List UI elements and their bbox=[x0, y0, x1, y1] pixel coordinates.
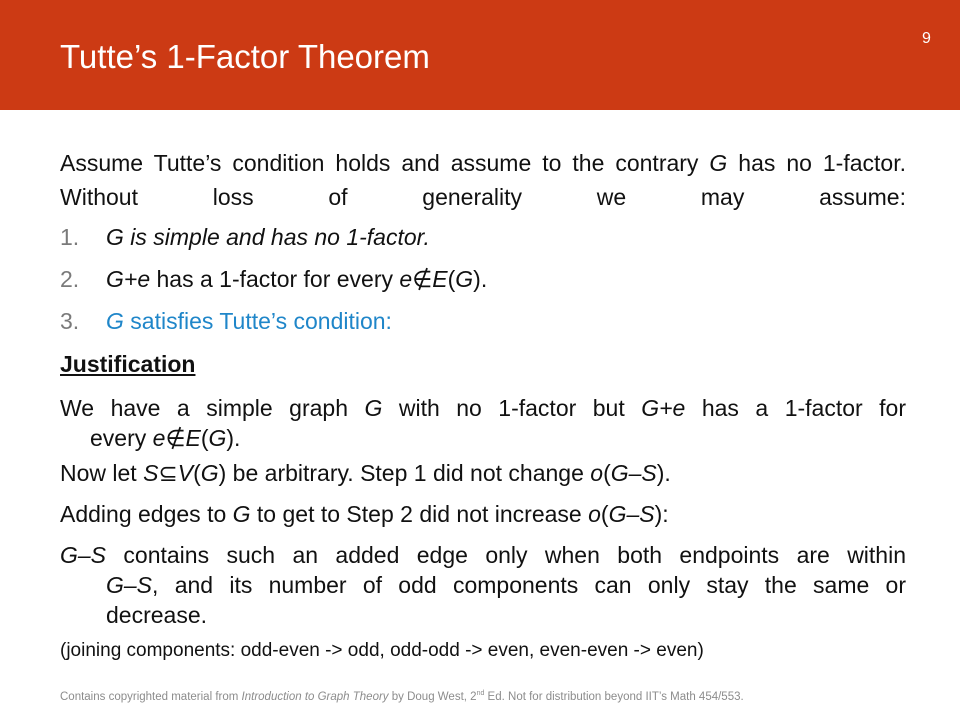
text-run: G is simple and has no 1-factor. bbox=[106, 224, 430, 250]
slide-title: Tutte’s 1-Factor Theorem bbox=[60, 38, 430, 75]
text-run: G–S bbox=[610, 460, 657, 486]
text-run: ∉ bbox=[412, 266, 433, 292]
text-run: ⊆ bbox=[158, 460, 178, 486]
text-run: ). bbox=[473, 266, 488, 292]
text-run: ( bbox=[200, 425, 209, 451]
text-run: o bbox=[590, 460, 604, 486]
text-run: decrease. bbox=[106, 602, 208, 628]
paragraph-line bbox=[60, 456, 671, 490]
list-number: 2. bbox=[60, 266, 80, 292]
paragraph-text bbox=[90, 425, 240, 451]
text-run: G–S bbox=[106, 572, 153, 598]
paragraph-text bbox=[106, 572, 906, 598]
text-run: E bbox=[185, 425, 201, 451]
text-run: Assume Tutte’s condition holds and assume to the contrary bbox=[60, 150, 710, 176]
text-run: V bbox=[177, 460, 194, 486]
text-run: ( bbox=[600, 501, 609, 527]
paragraph-line bbox=[60, 538, 906, 572]
text-run: G bbox=[106, 308, 124, 334]
copyright-footer bbox=[60, 690, 744, 703]
slide-number: 9 bbox=[922, 30, 931, 47]
text-run: G+e bbox=[641, 395, 686, 421]
list-item-highlighted bbox=[60, 304, 392, 338]
text-run: by Doug West, 2 bbox=[388, 690, 477, 703]
text-run: ( bbox=[603, 460, 611, 486]
text-run: G bbox=[232, 501, 251, 527]
text-run: o bbox=[588, 501, 601, 527]
list-number: 1. bbox=[60, 224, 80, 250]
text-run: ). bbox=[226, 425, 241, 451]
intro-paragraph bbox=[60, 150, 906, 210]
text-run: Ed. Not for distribution beyond IIT’s Math 454/553. bbox=[484, 690, 744, 703]
paragraph-text bbox=[60, 395, 906, 421]
text-run: contains such an added edge only when both endpoints are within bbox=[106, 542, 906, 568]
text-run: S bbox=[143, 460, 159, 486]
paragraph-text bbox=[60, 501, 669, 527]
text-run: E bbox=[432, 266, 448, 292]
text-run: G+e bbox=[106, 266, 151, 292]
paragraph-line bbox=[60, 497, 669, 531]
text-run: G–S bbox=[60, 542, 107, 568]
text-run: to get to Step 2 did not increase bbox=[250, 501, 589, 527]
text-run: has a 1-factor for every bbox=[150, 266, 400, 292]
text-run: Adding edges to bbox=[60, 501, 233, 527]
text-run: Contains copyrighted material from bbox=[60, 690, 242, 703]
paragraph-text bbox=[60, 460, 671, 486]
footer-text bbox=[60, 691, 744, 703]
paragraph-line bbox=[106, 568, 906, 602]
paragraph-line bbox=[90, 421, 240, 455]
text-run: G bbox=[208, 425, 227, 451]
text-run: Now let bbox=[60, 460, 144, 486]
list-item bbox=[60, 220, 430, 254]
paragraph-text bbox=[60, 542, 906, 568]
text-run: ( bbox=[447, 266, 456, 292]
text-run: G bbox=[455, 266, 474, 292]
superscript-text: nd bbox=[476, 690, 485, 697]
text-run: , and its number of odd components can only stay the same or bbox=[152, 572, 906, 598]
text-run: with no 1-factor but bbox=[382, 395, 642, 421]
text-run: G–S bbox=[608, 501, 655, 527]
text-run: ) be arbitrary. Step 1 did not change bbox=[218, 460, 591, 486]
title-bar bbox=[0, 0, 960, 110]
intro-line-1 bbox=[60, 146, 906, 214]
text-run: G bbox=[364, 395, 383, 421]
text-run: ). bbox=[656, 460, 671, 486]
text-run: ): bbox=[654, 501, 669, 527]
paragraph-line bbox=[60, 391, 906, 425]
text-run: ∉ bbox=[165, 425, 186, 451]
note-line: (joining components: odd-even -> odd, odd-odd -> even, even-even -> even) bbox=[60, 640, 704, 661]
text-run: has a 1-factor for bbox=[685, 395, 906, 421]
text-run: G bbox=[200, 460, 219, 486]
paragraph-line bbox=[106, 598, 207, 632]
list-number: 3. bbox=[60, 308, 80, 334]
list-item-text bbox=[106, 308, 392, 334]
text-run: satisfies Tutte’s condition: bbox=[123, 308, 392, 334]
section-heading: Justification bbox=[60, 351, 196, 377]
list-item-text bbox=[106, 266, 487, 292]
list-item bbox=[60, 262, 487, 296]
text-run: G bbox=[709, 150, 728, 176]
text-run: Introduction to Graph Theory bbox=[241, 690, 389, 703]
text-run: e bbox=[152, 425, 166, 451]
text-run: We have a simple graph bbox=[60, 395, 365, 421]
text-run: ( bbox=[193, 460, 201, 486]
text-run: has no 1-factor. Without loss of generality we may assume: bbox=[60, 150, 906, 210]
text-run: every bbox=[90, 425, 153, 451]
text-run: e bbox=[399, 266, 413, 292]
list-item-text bbox=[106, 224, 430, 250]
paragraph-text bbox=[106, 602, 207, 628]
